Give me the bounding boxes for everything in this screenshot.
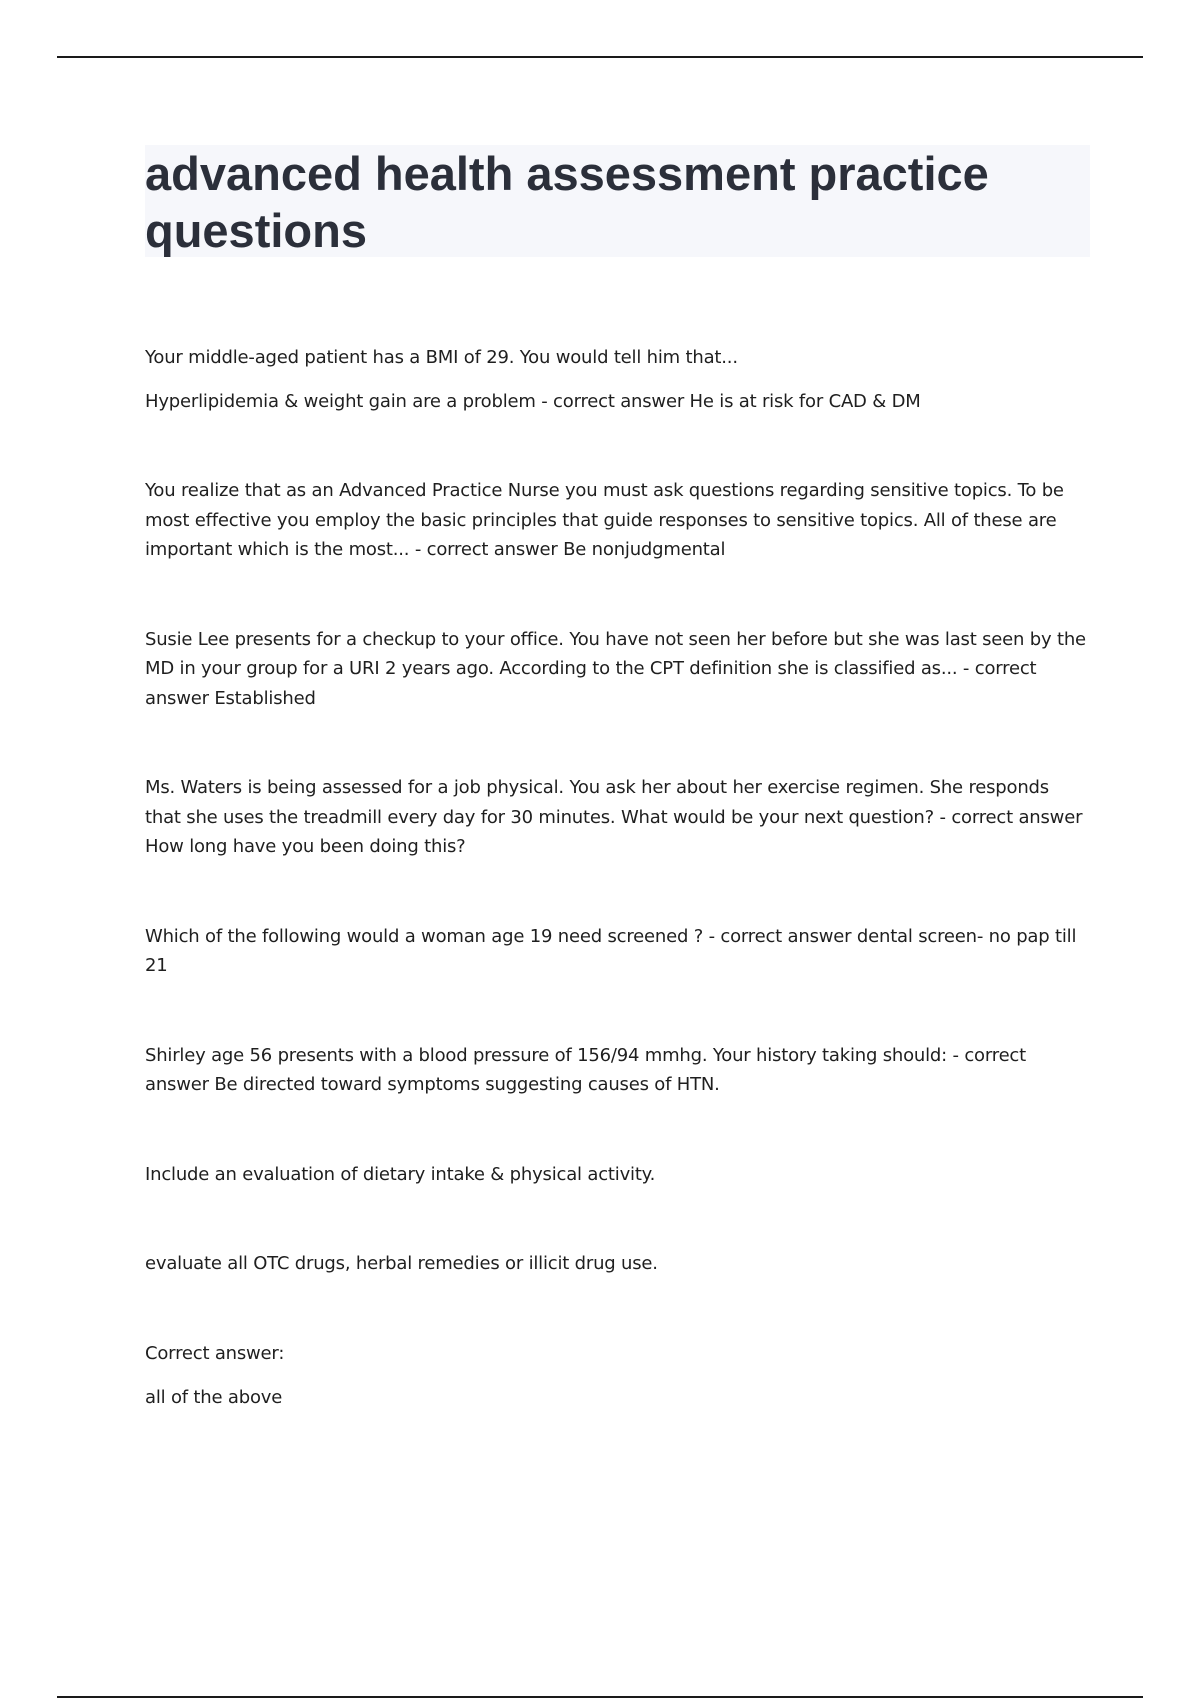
question-paragraph: Shirley age 56 presents with a blood pressure of 156/94 mmhg. Your history taking should: - correct answer Be directed toward symptoms suggesting causes of HTN. — [145, 1044, 1026, 1095]
question-paragraph: Ms. Waters is being assessed for a job physical. You ask her about her exercise regimen. She responds that she uses the treadmill every day for 30 minutes. What would be your next question? - correct answer How long have you been doing this? — [145, 777, 1083, 857]
question-paragraph: Which of the following would a woman age 19 need screened ? - correct answer dental screen- no pap till 21 — [145, 925, 1077, 976]
top-divider — [57, 56, 1143, 58]
question-paragraph: You realize that as an Advanced Practice Nurse you must ask questions regarding sensitive topics. To be most effective you employ the basic principles that guide responses to sensitive topics. All of these are important which is the most... - correct answer Be nonjudgmental — [145, 480, 1064, 560]
correct-answer-label: Correct answer: — [145, 1342, 285, 1364]
bottom-divider — [57, 1696, 1143, 1698]
answer-option-paragraph: evaluate all OTC drugs, herbal remedies or illicit drug use. — [145, 1253, 658, 1274]
answer-option-paragraph: Include an evaluation of dietary intake & physical activity. — [145, 1163, 656, 1185]
document-body — [145, 343, 1090, 1413]
correct-answer-value: all of the above — [145, 1387, 283, 1408]
question-paragraph: Susie Lee presents for a checkup to your office. You have not seen her before but she was last seen by the MD in your group for a URI 2 years ago. According to the CPT definition she is classified as... - correct answer Established — [145, 628, 1086, 709]
title-block — [145, 145, 1090, 257]
page-title: advanced health assessment practice questions — [145, 147, 989, 257]
answer-paragraph: Hyperlipidemia & weight gain are a problem - correct answer He is at risk for CAD & DM — [145, 390, 921, 412]
question-paragraph: Your middle-aged patient has a BMI of 29. You would tell him that... — [145, 347, 738, 368]
